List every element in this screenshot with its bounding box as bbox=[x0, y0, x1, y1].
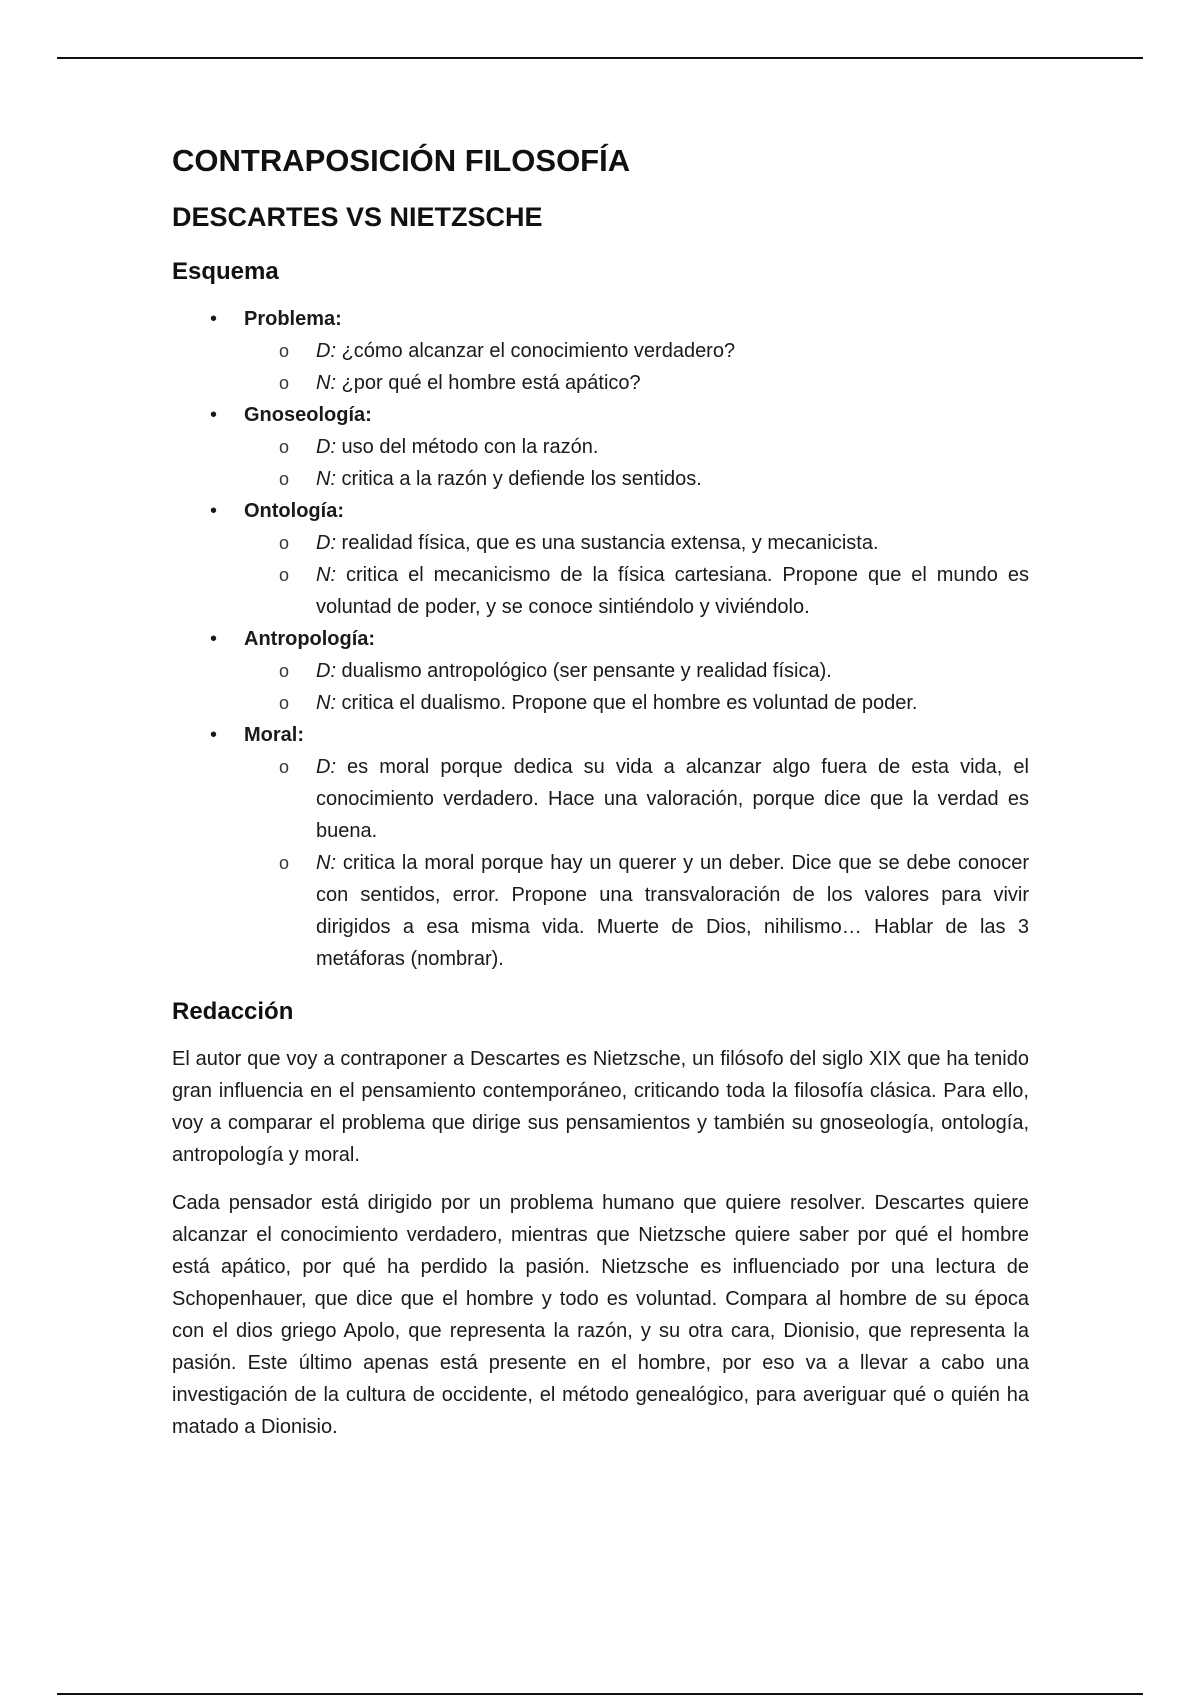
outline-heading: Esquema bbox=[172, 257, 279, 285]
author-initial: D: bbox=[316, 659, 336, 682]
circle-bullet-icon: o bbox=[279, 852, 290, 873]
sub-item-text: es moral porque dedica su vida a alcanzar algo fuera de esta vida, el conocimiento verdadero. Hace una valoración, porque dice que la verdad es buena. bbox=[316, 755, 1029, 842]
document-subtitle: DESCARTES VS NIETZSCHE bbox=[172, 201, 543, 232]
sublist bbox=[244, 655, 1029, 719]
author-initial: D: bbox=[316, 339, 336, 362]
sub-item bbox=[244, 463, 1029, 495]
document-body bbox=[172, 142, 1029, 1459]
topic-label: Antropología: bbox=[244, 627, 376, 650]
sub-item-text: critica el dualismo. Propone que el hombre es voluntad de poder. bbox=[336, 691, 918, 714]
sub-item bbox=[244, 431, 1029, 463]
top-rule bbox=[57, 57, 1143, 59]
circle-bullet-icon: o bbox=[279, 564, 290, 585]
sub-item bbox=[244, 655, 1029, 687]
bullet-icon: • bbox=[210, 723, 218, 746]
document-title: CONTRAPOSICIÓN FILOSOFÍA bbox=[172, 143, 631, 178]
topic-label: Gnoseología: bbox=[244, 403, 372, 426]
sub-item-text: dualismo antropológico (ser pensante y realidad física). bbox=[336, 659, 832, 682]
sub-item-text: critica el mecanicismo de la física cartesiana. Propone que el mundo es voluntad de poder, y se conoce sintiéndolo y viviéndolo. bbox=[316, 563, 1029, 618]
sub-item-text: realidad física, que es una sustancia extensa, y mecanicista. bbox=[336, 531, 879, 554]
author-initial: D: bbox=[316, 435, 336, 458]
outline-list bbox=[172, 303, 1029, 975]
sublist bbox=[244, 431, 1029, 495]
topic-label: Ontología: bbox=[244, 499, 344, 522]
sub-item bbox=[244, 687, 1029, 719]
sub-item bbox=[244, 847, 1029, 975]
bullet-icon: • bbox=[210, 403, 218, 426]
bullet-icon: • bbox=[210, 499, 218, 522]
sub-item bbox=[244, 367, 1029, 399]
topic-label: Moral: bbox=[244, 723, 304, 746]
sublist bbox=[244, 335, 1029, 399]
outline-topic-moral bbox=[172, 719, 1029, 975]
bullet-icon: • bbox=[210, 307, 218, 330]
outline-topic-problema bbox=[172, 303, 1029, 399]
outline-topic-antropologia bbox=[172, 623, 1029, 719]
author-initial: N: bbox=[316, 467, 336, 490]
author-initial: N: bbox=[316, 851, 336, 874]
circle-bullet-icon: o bbox=[279, 692, 290, 713]
circle-bullet-icon: o bbox=[279, 372, 290, 393]
circle-bullet-icon: o bbox=[279, 340, 290, 361]
sub-item bbox=[244, 527, 1029, 559]
sublist bbox=[244, 527, 1029, 623]
circle-bullet-icon: o bbox=[279, 660, 290, 681]
outline-topic-ontologia bbox=[172, 495, 1029, 623]
circle-bullet-icon: o bbox=[279, 532, 290, 553]
essay-paragraph: El autor que voy a contraponer a Descartes es Nietzsche, un filósofo del siglo XIX que ha tenido gran influencia en el pensamiento contemporáneo, criticando toda la filosofía clásica. Para ello, voy a comparar el problema que dirige sus pensamientos y también su gnoseología, ontología, antropología y moral. bbox=[172, 1047, 1029, 1166]
essay-heading: Redacción bbox=[172, 997, 294, 1025]
sub-item-text: ¿por qué el hombre está apático? bbox=[336, 371, 641, 394]
author-initial: N: bbox=[316, 691, 336, 714]
sub-item bbox=[244, 335, 1029, 367]
sublist bbox=[244, 751, 1029, 975]
author-initial: D: bbox=[316, 755, 336, 778]
sub-item-text: critica la moral porque hay un querer y un deber. Dice que se debe conocer con sentidos, error. Propone una transvaloración de los valores para vivir dirigidos a esa misma vida. Muerte de Dios, nihilismo… Hablar de las 3 metáforas (nombrar). bbox=[316, 851, 1029, 970]
outline-topic-gnoseologia bbox=[172, 399, 1029, 495]
circle-bullet-icon: o bbox=[279, 468, 290, 489]
circle-bullet-icon: o bbox=[279, 436, 290, 457]
circle-bullet-icon: o bbox=[279, 756, 290, 777]
bullet-icon: • bbox=[210, 627, 218, 650]
author-initial: N: bbox=[316, 563, 336, 586]
sub-item-text: uso del método con la razón. bbox=[336, 435, 599, 458]
sub-item bbox=[244, 751, 1029, 847]
sub-item-text: ¿cómo alcanzar el conocimiento verdadero? bbox=[336, 339, 736, 362]
sub-item bbox=[244, 559, 1029, 623]
bottom-rule bbox=[57, 1693, 1143, 1695]
essay-paragraph: Cada pensador está dirigido por un problema humano que quiere resolver. Descartes quiere alcanzar el conocimiento verdadero, mientras que Nietzsche quiere saber por qué el hombre está apático, por qué ha perdido la pasión. Nietzsche es influenciado por una lectura de Schopenhauer, que dice que el hombre y todo es voluntad. Compara al hombre de su época con el dios griego Apolo, que representa la razón, y su otra cara, Dionisio, que representa la pasión. Este último apenas está presente en el hombre, por eso va a llevar a cabo una investigación de la cultura de occidente, el método genealógico, para averiguar qué o quién ha matado a Dionisio. bbox=[172, 1191, 1029, 1438]
author-initial: D: bbox=[316, 531, 336, 554]
topic-label: Problema: bbox=[244, 307, 342, 330]
author-initial: N: bbox=[316, 371, 336, 394]
sub-item-text: critica a la razón y defiende los sentidos. bbox=[336, 467, 702, 490]
